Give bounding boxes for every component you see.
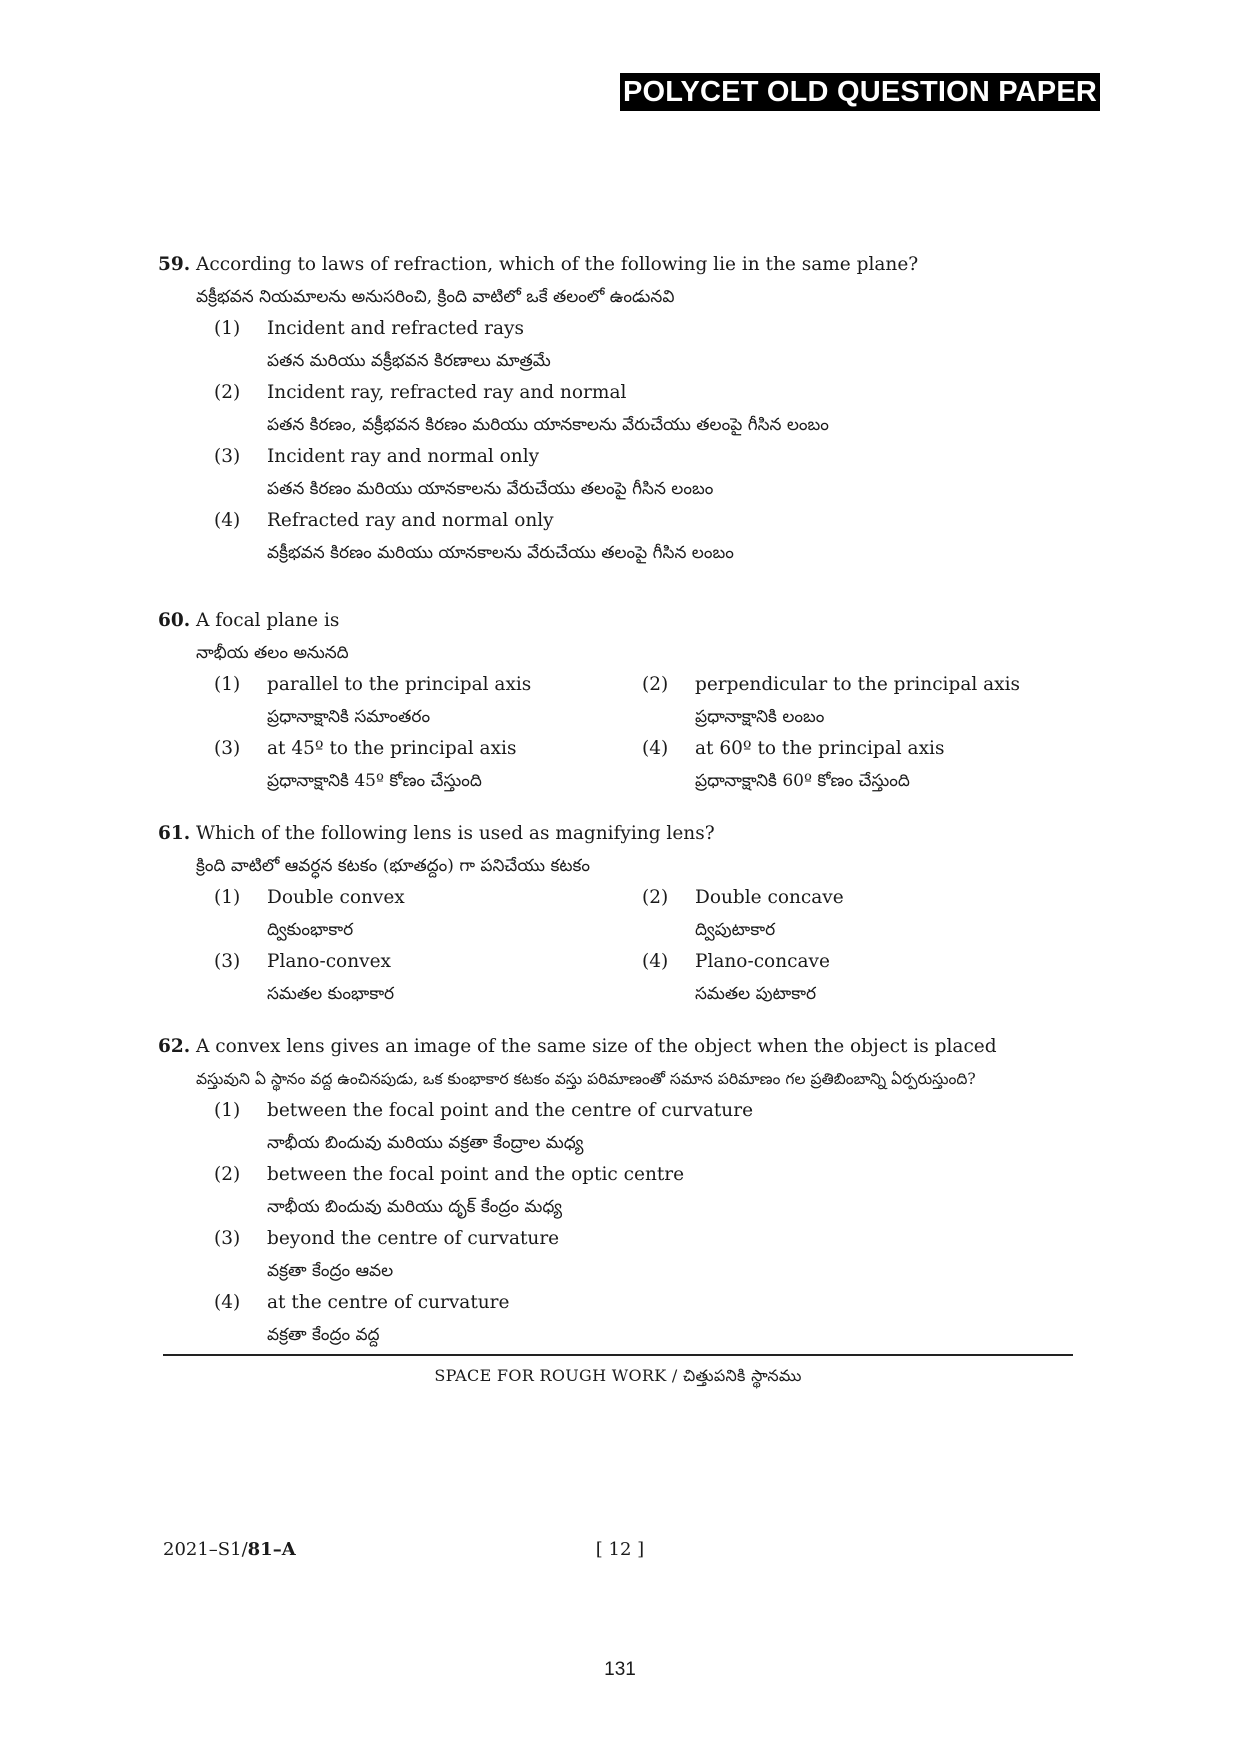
option-3 bbox=[158, 1223, 1078, 1287]
option-text-te: సమతల పుటాకార bbox=[695, 984, 817, 1004]
option-number: (4) bbox=[214, 1292, 241, 1313]
question-text-te: నాభీయ తలం అనునది bbox=[196, 643, 349, 663]
option-4 bbox=[158, 946, 1078, 1010]
option-text-te: ప్రధానాక్షానికి 45º కోణం చేస్తుంది bbox=[267, 771, 482, 791]
option-text-te: ప్రధానాక్షానికి 60º కోణం చేస్తుంది bbox=[695, 771, 910, 791]
question-text-te: వక్రీభవన నియమాలను అనుసరించి, క్రింది వాటిలో ఒకే తలంలో ఉండునవి bbox=[196, 287, 675, 307]
option-text-en: Double convex bbox=[267, 887, 405, 908]
question-62 bbox=[158, 1031, 1078, 1351]
option-text-te: ప్రధానాక్షానికి లంబం bbox=[695, 707, 825, 727]
option-1 bbox=[158, 1095, 1078, 1159]
option-text-en: perpendicular to the principal axis bbox=[695, 674, 1021, 695]
option-number: (3) bbox=[214, 951, 241, 972]
question-number: 61. bbox=[158, 823, 191, 844]
option-text-en: parallel to the principal axis bbox=[267, 674, 532, 695]
page-label: [ 12 ] bbox=[595, 1539, 645, 1560]
option-text-te: సమతల కుంభాకార bbox=[267, 984, 395, 1004]
option-text-te: నాభీయ బిందువు మరియు వక్రతా కేంద్రాల మధ్య bbox=[267, 1133, 584, 1153]
option-2 bbox=[158, 669, 1078, 733]
option-2 bbox=[158, 882, 1078, 946]
option-number: (4) bbox=[642, 951, 669, 972]
option-number: (4) bbox=[214, 510, 241, 531]
option-4 bbox=[158, 1287, 1078, 1351]
question-text-en: A focal plane is bbox=[196, 610, 340, 631]
option-number: (4) bbox=[642, 738, 669, 759]
option-text-te: వక్రతా కేంద్రం వద్ద bbox=[267, 1325, 380, 1345]
question-text-en: Which of the following lens is used as magnifying lens? bbox=[196, 823, 715, 844]
question-number: 60. bbox=[158, 610, 191, 631]
page-number: 131 bbox=[604, 1659, 636, 1680]
option-text-te: పతన మరియు వక్రీభవన కిరణాలు మాత్రమే bbox=[267, 351, 551, 371]
option-text-en: beyond the centre of curvature bbox=[267, 1228, 560, 1249]
option-text-te: ద్వికుంభాకార bbox=[267, 920, 354, 940]
option-number: (1) bbox=[214, 1100, 241, 1121]
question-text-en: A convex lens gives an image of the same size of the object when the object is placed bbox=[196, 1036, 997, 1057]
option-text-en: Double concave bbox=[695, 887, 844, 908]
paper-code-prefix: 2021–S1/ bbox=[163, 1539, 248, 1560]
option-text-en: at the centre of curvature bbox=[267, 1292, 510, 1313]
option-text-en: Plano-concave bbox=[695, 951, 830, 972]
option-text-en: at 60º to the principal axis bbox=[695, 738, 945, 759]
option-4 bbox=[158, 505, 1078, 569]
option-text-te: పతన కిరణం మరియు యానకాలను వేరుచేయు తలంపై గీసిన లంబం bbox=[267, 479, 714, 499]
option-text-te: వక్రతా కేంద్రం ఆవల bbox=[267, 1261, 394, 1281]
option-text-te: నాభీయ బిందువు మరియు దృక్ కేంద్రం మధ్య bbox=[267, 1197, 563, 1217]
option-text-en: Incident ray and normal only bbox=[267, 446, 540, 467]
option-number: (1) bbox=[214, 887, 241, 908]
option-text-en: Incident ray, refracted ray and normal bbox=[267, 382, 627, 403]
paper-code bbox=[163, 1536, 296, 1564]
rough-work-label: SPACE FOR ROUGH WORK / చిత్తుపనికి స్థానము bbox=[434, 1366, 802, 1385]
option-number: (3) bbox=[214, 738, 241, 759]
option-1 bbox=[158, 313, 1078, 377]
option-number: (2) bbox=[214, 1164, 241, 1185]
option-text-en: Incident and refracted rays bbox=[267, 318, 524, 339]
question-text-te: వస్తువుని ఏ స్థానం వద్ద ఉంచినపుడు, ఒక కుంభాకార కటకం వస్తు పరిమాణంతో సమాన పరిమాణం గల ప్రతిబింబాన్ని ఏర్పరుస్తుంది? bbox=[196, 1070, 976, 1088]
question-60 bbox=[158, 605, 1078, 797]
option-text-te: ప్రధానాక్షానికి సమాంతరం bbox=[267, 707, 431, 727]
option-number: (2) bbox=[642, 887, 669, 908]
option-number: (2) bbox=[642, 674, 669, 695]
divider-rule bbox=[163, 1354, 1073, 1356]
option-number: (1) bbox=[214, 674, 241, 695]
option-text-te: పతన కిరణం, వక్రీభవన కిరణం మరియు యానకాలను వేరుచేయు తలంపై గీసిన లంబం bbox=[267, 415, 829, 435]
option-text-en: between the focal point and the centre of curvature bbox=[267, 1100, 754, 1121]
question-number: 59. bbox=[158, 254, 191, 275]
option-text-en: between the focal point and the optic centre bbox=[267, 1164, 685, 1185]
question-text-te: క్రింది వాటిలో ఆవర్ధన కటకం (భూతద్దం) గా పనిచేయు కటకం bbox=[196, 856, 590, 876]
option-text-en: at 45º to the principal axis bbox=[267, 738, 517, 759]
question-61 bbox=[158, 818, 1078, 1010]
option-2 bbox=[158, 1159, 1078, 1223]
option-2 bbox=[158, 377, 1078, 441]
header-banner: POLYCET OLD QUESTION PAPER bbox=[620, 73, 1100, 111]
question-59 bbox=[158, 249, 1078, 569]
question-number: 62. bbox=[158, 1036, 191, 1057]
option-3 bbox=[158, 441, 1078, 505]
option-text-en: Refracted ray and normal only bbox=[267, 510, 554, 531]
option-text-en: Plano-convex bbox=[267, 951, 391, 972]
paper-code-set: 81–A bbox=[247, 1539, 296, 1560]
option-number: (3) bbox=[214, 446, 241, 467]
option-number: (2) bbox=[214, 382, 241, 403]
option-4 bbox=[158, 733, 1078, 797]
question-text-en: According to laws of refraction, which of the following lie in the same plane? bbox=[196, 254, 919, 275]
option-text-te: ద్విపుటాకార bbox=[695, 920, 776, 940]
option-number: (3) bbox=[214, 1228, 241, 1249]
option-text-te: వక్రీభవన కిరణం మరియు యానకాలను వేరుచేయు తలంపై గీసిన లంబం bbox=[267, 543, 734, 563]
option-number: (1) bbox=[214, 318, 241, 339]
